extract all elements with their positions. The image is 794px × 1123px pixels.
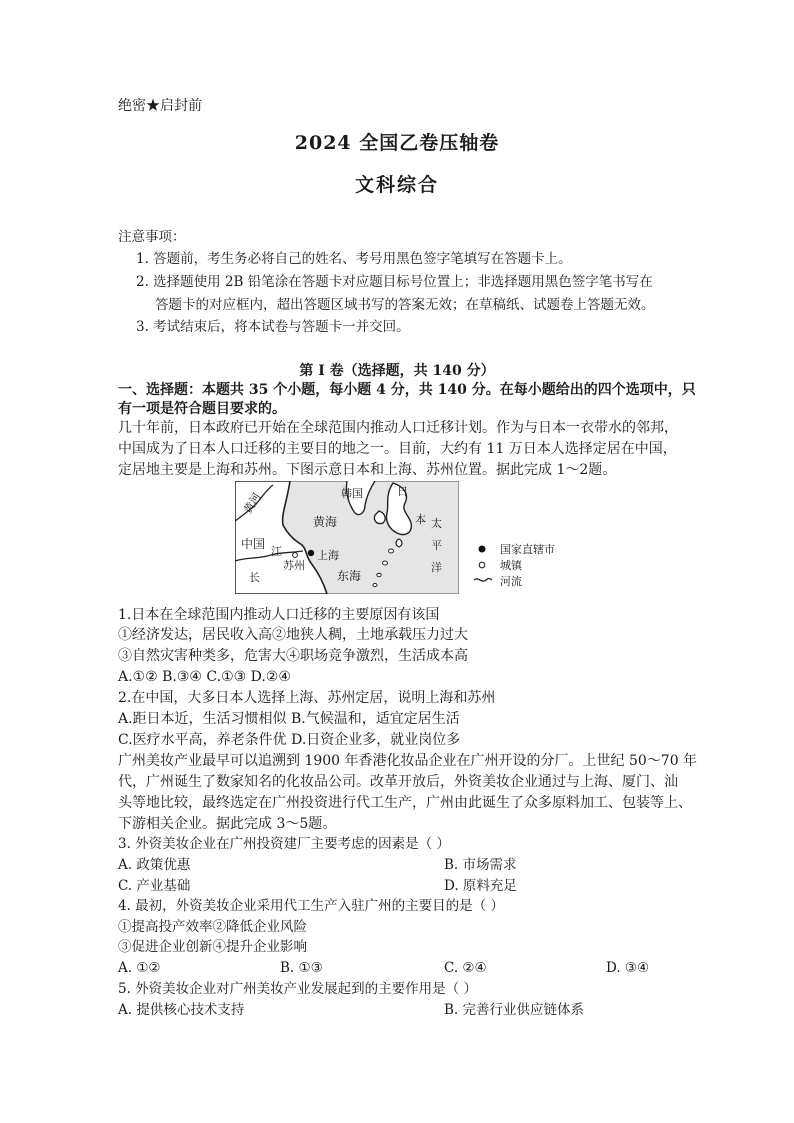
q2-line-2: A.距日本近，生活习惯相似 B.气候温和，适宜定居生活 — [118, 711, 460, 727]
map-label-korea: 韩国 — [341, 487, 363, 500]
passage1-line-2: 中国成为了日本人口迁移的主要目的地之一。目前，大约有 11 万日本人选择定居在中国， — [118, 441, 677, 457]
notice-item-3: 3. 考试结束后，将本试卷与答题卡一并交回。 — [136, 319, 410, 335]
exam-subtitle: 文科综合 — [354, 174, 439, 196]
map-label-tai: 太 — [431, 517, 442, 530]
q3-option-d: D. 原料充足 — [444, 878, 517, 894]
passage2-line-1: 广州美妆产业最早可以追溯到 1900 年香港化妆品企业在广州开设的分厂。上世纪 50～70 年 — [118, 753, 698, 769]
passage2-line-3: 头等地比较，最终选定在广州投资进行代工生产，广州由此诞生了众多原料加工、包装等上、 — [118, 795, 692, 811]
notice-item-2: 2. 选择题使用 2B 铅笔涂在答题卡对应题目标号位置上；非选择题用黑色签字笔书写在 — [136, 274, 653, 290]
map-label-yellow-sea: 黄海 — [313, 515, 338, 529]
q1-options: A.①② B.③④ C.①③ D.②④ — [118, 669, 291, 685]
q5-stem: 5. 外资美妆企业对广州美妆产业发展起到的主要作用是（ ） — [118, 981, 477, 997]
section-instruction-1: 一、选择题：本题共 35 个小题，每小题 4 分，共 140 分。在每小题给出的四个选项中，只 — [118, 382, 696, 398]
map-label-ping: 平 — [431, 539, 442, 552]
q1-stem: 1.日本在全球范围内推动人口迁移的主要原因有该国 — [118, 607, 440, 623]
q2-stem: 2.在中国，大多日本人选择上海、苏州定居，说明上海和苏州 — [118, 690, 496, 706]
q1-line-3: ③自然灾害种类多，危害大④职场竞争激烈，生活成本高 — [118, 648, 468, 664]
map-label-suzhou: 苏州 — [283, 559, 305, 572]
legend-river: 河流 — [500, 575, 522, 588]
q5-option-a: A. 提供核心技术支持 — [118, 1002, 245, 1018]
map-label-china: 中国 — [241, 537, 266, 551]
map-label-yellow-river: 黄河 — [241, 490, 264, 517]
q4-line-2: ①提高投产效率②降低企业风险 — [118, 919, 307, 935]
japan-shanghai-map — [235, 481, 459, 594]
section-instruction-2: 有一项是符合题目要求的。 — [118, 401, 286, 417]
map-label-chang: 长 — [249, 571, 260, 584]
passage2-line-4: 下游相关企业。据此完成 3～5题。 — [118, 816, 337, 832]
passage2-line-2: 代，广州诞生了数家知名的化妆品公司。改革开放后，外资美妆企业通过与上海、厦门、汕 — [118, 774, 678, 790]
q3-option-a: A. 政策优惠 — [118, 857, 191, 873]
section-heading: 第 I 卷（选择题，共 140 分） — [299, 363, 495, 379]
q5-option-b: B. 完善行业供应链体系 — [444, 1002, 585, 1018]
legend-symbols — [472, 540, 492, 600]
notice-heading: 注意事项： — [118, 229, 186, 245]
passage1-line-3: 定居地主要是上海和苏州。下图示意日本和上海、苏州位置。据此完成 1～2题。 — [118, 462, 617, 478]
notice-item-1: 1. 答题前，考生务必将自己的姓名、考号用黑色签字笔填写在答题卡上。 — [136, 251, 572, 267]
map-label-east-sea: 东海 — [337, 569, 362, 583]
map-label-japan-1: 日 — [397, 485, 408, 498]
q4-line-3: ③促进企业创新④提升企业影响 — [118, 939, 307, 955]
q2-line-3: C.医疗水平高，养老条件优 D.日资企业多，就业岗位多 — [118, 732, 461, 748]
q4-option-d: D. ③④ — [606, 960, 650, 976]
q4-option-b: B. ①③ — [280, 960, 323, 976]
map-label-yang: 洋 — [431, 561, 442, 574]
q3-option-b: B. 市场需求 — [444, 857, 517, 873]
passage1-line-1: 几十年前，日本政府已开始在全球范围内推动人口迁移计划。作为与日本一衣带水的邻邦， — [118, 420, 678, 436]
q1-line-2: ①经济发达，居民收入高②地狭人稠，土地承载压力过大 — [118, 627, 468, 643]
q4-stem: 4. 最初，外资美妆企业采用代工生产入驻广州的主要目的是（ ） — [118, 898, 504, 914]
map-label-japan-2: 本 — [415, 513, 426, 526]
map-label-shanghai: 上海 — [317, 549, 339, 562]
q4-option-c: C. ②④ — [444, 960, 487, 976]
q3-stem: 3. 外资美妆企业在广州投资建厂主要考虑的因素是（ ） — [118, 836, 450, 852]
legend-town: 城镇 — [500, 559, 522, 572]
q4-option-a: A. ①② — [118, 960, 161, 976]
legend-capital: 国家直辖市 — [500, 543, 555, 556]
notice-item-2-cont: 答题卡的对应框内，超出答题区域书写的答案无效；在草稿纸、试题卷上答题无效。 — [155, 297, 655, 313]
exam-title: 2024 全国乙卷压轴卷 — [294, 132, 500, 154]
q3-option-c: C. 产业基础 — [118, 878, 191, 894]
confidential-mark: 绝密★启封前 — [118, 98, 202, 114]
map-label-jiang: 江 — [271, 545, 282, 558]
map-legend — [472, 540, 592, 600]
